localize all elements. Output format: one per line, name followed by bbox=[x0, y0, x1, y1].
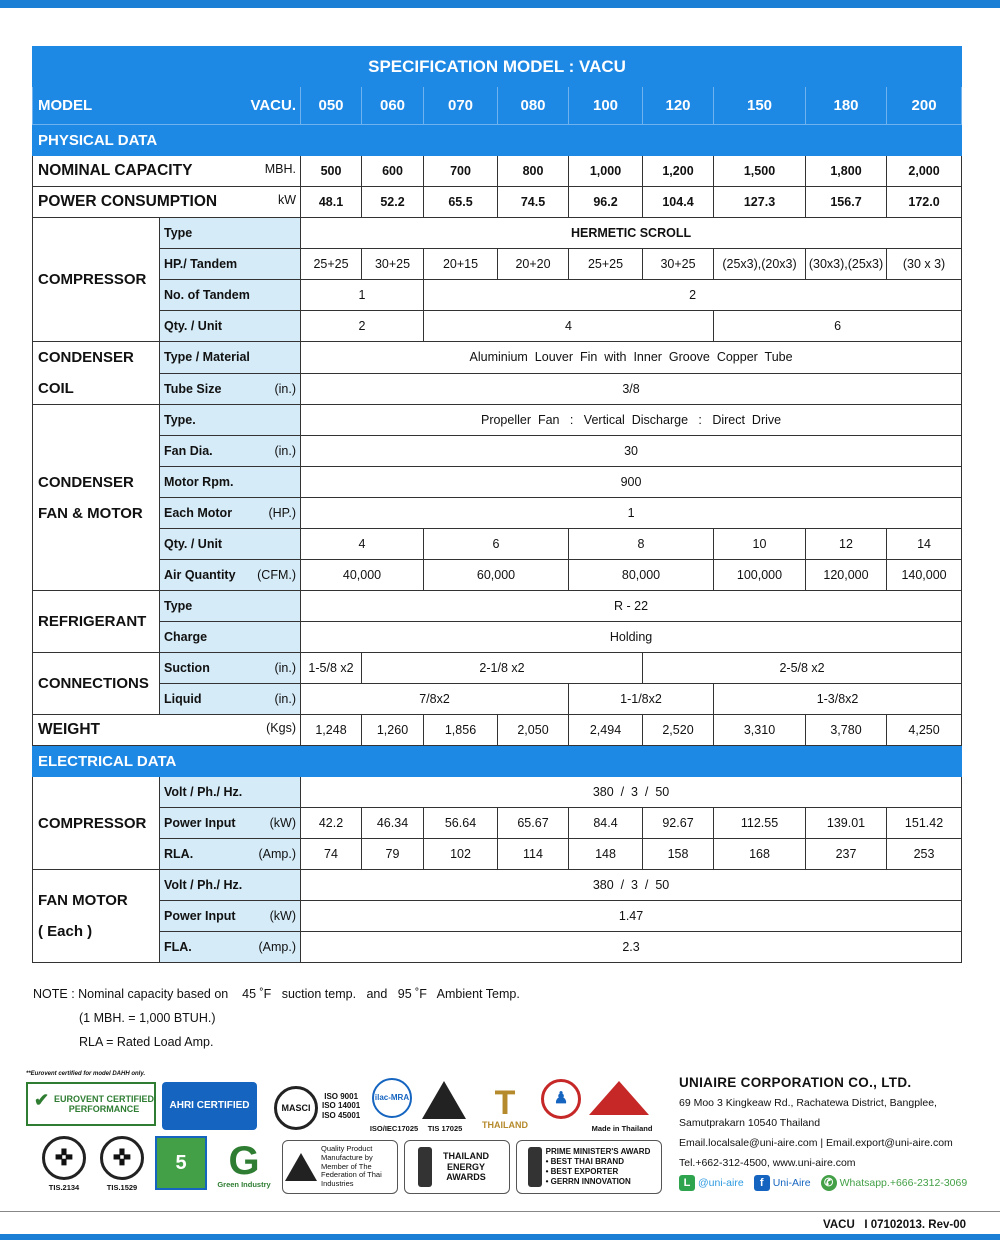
rla-value: 74 bbox=[301, 839, 362, 870]
model-code: 070 bbox=[424, 87, 498, 125]
model-code: 180 bbox=[806, 87, 887, 125]
rla-value: 102 bbox=[424, 839, 498, 870]
liquid-value: 7/8x2 bbox=[301, 684, 569, 715]
whatsapp-link[interactable]: ✆ Whatsapp.+666-2312-3069 bbox=[821, 1173, 968, 1193]
tandem-value: 2 bbox=[424, 280, 962, 311]
compressor-type-value: HERMETIC SCROLL bbox=[301, 218, 962, 249]
iso-logo: ISO 9001 ISO 14001 ISO 45001 bbox=[322, 1092, 361, 1120]
liquid-value: 1-3/8x2 bbox=[714, 684, 962, 715]
elec-power-value: 56.64 bbox=[424, 808, 498, 839]
air-quantity-value: 140,000 bbox=[887, 560, 962, 591]
nominal-value: 1,500 bbox=[714, 156, 806, 187]
hp-value: 20+15 bbox=[424, 249, 498, 280]
made-in-thailand-text: Made in Thailand bbox=[591, 1123, 653, 1133]
hp-value: (25x3),(20x3) bbox=[714, 249, 806, 280]
liquid-row bbox=[33, 684, 962, 715]
elec-power-value: 92.67 bbox=[643, 808, 714, 839]
rla-value: 237 bbox=[806, 839, 887, 870]
facebook-icon: f bbox=[754, 1175, 770, 1191]
tis2134-text: TIS.2134 bbox=[48, 1182, 80, 1192]
note-line: NOTE : Nominal capacity based on 45 ˚F suction temp. and 95 ˚F Ambient Temp. bbox=[33, 987, 520, 1001]
no-of-tandem-label: No. of Tandem bbox=[160, 280, 301, 311]
weight-value: 4,250 bbox=[887, 715, 962, 746]
thailand-trusted-logo: T THAILAND bbox=[482, 1083, 528, 1130]
elec-volt-label: Volt / Ph./ Hz. bbox=[160, 777, 301, 808]
energy-label-5-icon: 5 bbox=[155, 1136, 207, 1190]
elec-power-value: 65.67 bbox=[498, 808, 569, 839]
refrigerant-label: REFRIGERANT bbox=[33, 591, 160, 653]
tube-size-label: Tube Size (in.) bbox=[160, 373, 301, 405]
power-value: 52.2 bbox=[362, 187, 424, 218]
fan-motor-volt-label: Volt / Ph./ Hz. bbox=[160, 870, 301, 901]
compressor-qty-label: Qty. / Unit bbox=[160, 311, 301, 342]
rla-value: 114 bbox=[498, 839, 569, 870]
fla-row bbox=[33, 932, 962, 963]
iso17025-text: ISO/IEC17025 bbox=[369, 1123, 419, 1133]
hp-value: 20+20 bbox=[498, 249, 569, 280]
each-motor-row bbox=[33, 498, 962, 529]
nominal-value: 1,000 bbox=[569, 156, 643, 187]
document-revision: VACU I 07102013. Rev-00 bbox=[823, 1219, 966, 1231]
model-code: 200 bbox=[887, 87, 962, 125]
suction-row bbox=[33, 653, 962, 684]
compressor-label: COMPRESSOR bbox=[33, 218, 160, 342]
physical-section-row bbox=[33, 125, 962, 156]
person-icon: ♟ bbox=[541, 1079, 581, 1119]
nominal-value: 1,800 bbox=[806, 156, 887, 187]
weight-value: 1,248 bbox=[301, 715, 362, 746]
each-motor-value: 1 bbox=[301, 498, 962, 529]
rla-label: RLA. (Amp.) bbox=[160, 839, 301, 870]
social-links bbox=[679, 1173, 967, 1193]
model-code: 080 bbox=[498, 87, 569, 125]
air-quantity-value: 80,000 bbox=[569, 560, 714, 591]
nominal-value: 500 bbox=[301, 156, 362, 187]
fan-qty-value: 10 bbox=[714, 529, 806, 560]
masci-logo bbox=[272, 1084, 320, 1132]
power-value: 65.5 bbox=[424, 187, 498, 218]
suction-label: Suction (in.) bbox=[160, 653, 301, 684]
hp-value: 25+25 bbox=[569, 249, 643, 280]
facebook-link[interactable]: f Uni-Aire bbox=[754, 1173, 811, 1193]
fan-motor-volt-value: 380 / 3 / 50 bbox=[301, 870, 962, 901]
charge-row bbox=[33, 622, 962, 653]
tis1529-logo bbox=[98, 1134, 146, 1182]
compressor-qty-value: 4 bbox=[424, 311, 714, 342]
award-trophy-icon bbox=[528, 1147, 542, 1187]
nominal-value: 2,000 bbox=[887, 156, 962, 187]
air-quantity-value: 100,000 bbox=[714, 560, 806, 591]
suction-value: 2-1/8 x2 bbox=[362, 653, 643, 684]
electrical-data-header: ELECTRICAL DATA bbox=[33, 746, 962, 777]
weight-value: 1,856 bbox=[424, 715, 498, 746]
condenser-coil-label: CONDENSER COIL bbox=[33, 342, 160, 405]
motor-rpm-value: 900 bbox=[301, 467, 962, 498]
coil-type-label: Type / Material bbox=[160, 342, 301, 374]
fti-triangle-icon bbox=[285, 1153, 317, 1181]
fan-qty-value: 4 bbox=[301, 529, 424, 560]
fan-qty-value: 14 bbox=[887, 529, 962, 560]
elec-volt-row bbox=[33, 777, 962, 808]
elec-power-value: 151.42 bbox=[887, 808, 962, 839]
title-row bbox=[33, 47, 962, 87]
model-code: 150 bbox=[714, 87, 806, 125]
company-info bbox=[679, 1073, 967, 1193]
eurovent-logo: ✔ EUROVENT CERTIFIED PERFORMANCE bbox=[26, 1082, 156, 1126]
power-value: 96.2 bbox=[569, 187, 643, 218]
motor-rpm-row bbox=[33, 467, 962, 498]
company-address-1: 69 Moo 3 Kingkeaw Rd., Rachatewa District, Bangplee, bbox=[679, 1097, 937, 1109]
suction-value: 1-5/8 x2 bbox=[301, 653, 362, 684]
air-quantity-value: 120,000 bbox=[806, 560, 887, 591]
elec-power-value: 46.34 bbox=[362, 808, 424, 839]
physical-data-header: PHYSICAL DATA bbox=[33, 125, 962, 156]
air-quantity-label: Air Quantity (CFM.) bbox=[160, 560, 301, 591]
model-prefix: VACU. bbox=[250, 97, 296, 114]
nominal-value: 800 bbox=[498, 156, 569, 187]
weight-label: WEIGHT (Kgs) bbox=[33, 715, 301, 746]
tis17025-text: TIS 17025 bbox=[427, 1123, 463, 1133]
company-name: UNIAIRE CORPORATION CO., LTD. bbox=[679, 1075, 912, 1090]
tis-mark-icon: ✜ bbox=[100, 1136, 144, 1180]
weight-value: 2,520 bbox=[643, 715, 714, 746]
hp-value: 25+25 bbox=[301, 249, 362, 280]
refrigerant-type-value: R - 22 bbox=[301, 591, 962, 622]
fan-qty-value: 12 bbox=[806, 529, 887, 560]
fan-qty-label: Qty. / Unit bbox=[160, 529, 301, 560]
bottom-accent-bar bbox=[0, 1234, 1000, 1240]
temple-icon bbox=[422, 1081, 466, 1119]
model-code: 120 bbox=[643, 87, 714, 125]
weight-value: 3,780 bbox=[806, 715, 887, 746]
weight-value: 2,494 bbox=[569, 715, 643, 746]
thai-arch-icon bbox=[589, 1081, 649, 1115]
weight-value: 3,310 bbox=[714, 715, 806, 746]
power-consumption-label: POWER CONSUMPTION kW bbox=[33, 187, 301, 218]
tis2134-logo bbox=[40, 1134, 88, 1182]
hp-value: (30x3),(25x3) bbox=[806, 249, 887, 280]
hp-value: 30+25 bbox=[362, 249, 424, 280]
model-code: 100 bbox=[569, 87, 643, 125]
fan-motor-power-row bbox=[33, 901, 962, 932]
note-line: RLA = Rated Load Amp. bbox=[79, 1035, 214, 1049]
rla-value: 158 bbox=[643, 839, 714, 870]
connections-label: CONNECTIONS bbox=[33, 653, 160, 715]
made-in-thailand-logo bbox=[538, 1076, 584, 1122]
fan-type-value: Propeller Fan : Vertical Discharge : Direct Drive bbox=[301, 405, 962, 436]
elec-power-label: Power Input (kW) bbox=[160, 808, 301, 839]
model-code: 050 bbox=[301, 87, 362, 125]
electrical-section-row bbox=[33, 746, 962, 777]
fti-logo: Quality Product Manufacture by Member of The Federation of Thai Industries bbox=[282, 1140, 398, 1194]
suction-value: 2-5/8 x2 bbox=[643, 653, 962, 684]
each-motor-label: Each Motor (HP.) bbox=[160, 498, 301, 529]
power-consumption-row bbox=[33, 187, 962, 218]
power-value: 127.3 bbox=[714, 187, 806, 218]
power-value: 156.7 bbox=[806, 187, 887, 218]
company-address-2: Samutprakarn 10540 Thailand bbox=[679, 1117, 821, 1129]
refrigerant-type-row bbox=[33, 591, 962, 622]
thai-flag-logo bbox=[584, 1078, 654, 1118]
hp-tandem-label: HP./ Tandem bbox=[160, 249, 301, 280]
compressor-hp-row bbox=[33, 249, 962, 280]
top-accent-bar bbox=[0, 0, 1000, 8]
ilac-logo: ilac-MRA bbox=[372, 1078, 412, 1118]
nominal-capacity-label: NOMINAL CAPACITY MBH. bbox=[33, 156, 301, 187]
liquid-label: Liquid (in.) bbox=[160, 684, 301, 715]
notes bbox=[33, 982, 520, 1054]
elec-compressor-label: COMPRESSOR bbox=[33, 777, 160, 870]
eurovent-check-icon: ✔ bbox=[34, 1090, 50, 1110]
weight-value: 2,050 bbox=[498, 715, 569, 746]
company-email: Email.localsale@uni-aire.com | Email.export@uni-aire.com bbox=[679, 1137, 953, 1149]
note-line: (1 MBH. = 1,000 BTUH.) bbox=[79, 1011, 216, 1025]
tis17025-logo bbox=[420, 1076, 468, 1124]
whatsapp-icon: ✆ bbox=[821, 1175, 837, 1191]
fan-qty-value: 6 bbox=[424, 529, 569, 560]
fan-qty-row bbox=[33, 529, 962, 560]
coil-type-value: Aluminium Louver Fin with Inner Groove Copper Tube bbox=[301, 342, 962, 374]
motor-rpm-label: Motor Rpm. bbox=[160, 467, 301, 498]
fan-motor-power-label: Power Input (kW) bbox=[160, 901, 301, 932]
nominal-value: 1,200 bbox=[643, 156, 714, 187]
hp-value: 30+25 bbox=[643, 249, 714, 280]
thailand-energy-awards-logo: THAILAND ENERGY AWARDS bbox=[404, 1140, 510, 1194]
rla-value: 168 bbox=[714, 839, 806, 870]
elec-volt-value: 380 / 3 / 50 bbox=[301, 777, 962, 808]
specification-table bbox=[32, 46, 962, 963]
rla-row bbox=[33, 839, 962, 870]
prime-minister-award-logo: PRIME MINISTER'S AWARD • BEST THAI BRAND • BEST EXPORTER • GERRN INNOVATION bbox=[516, 1140, 662, 1194]
refrigerant-type-label: Type bbox=[160, 591, 301, 622]
tis1529-text: TIS.1529 bbox=[106, 1182, 138, 1192]
footer-divider bbox=[0, 1211, 1000, 1212]
coil-type-row bbox=[33, 342, 962, 374]
tube-size-value: 3/8 bbox=[301, 373, 962, 405]
nominal-capacity-row bbox=[33, 156, 962, 187]
thailand-t-icon: T bbox=[494, 1083, 516, 1122]
line-link[interactable]: L @uni-aire bbox=[679, 1173, 744, 1193]
fan-motor-volt-row bbox=[33, 870, 962, 901]
fan-motor-label: FAN MOTOR ( Each ) bbox=[33, 870, 160, 963]
hp-value: (30 x 3) bbox=[887, 249, 962, 280]
line-icon: L bbox=[679, 1175, 695, 1191]
ahri-logo: AHRI CERTIFIED bbox=[162, 1082, 257, 1130]
elec-power-value: 42.2 bbox=[301, 808, 362, 839]
fan-type-label: Type. bbox=[160, 405, 301, 436]
nominal-value: 700 bbox=[424, 156, 498, 187]
fan-dia-value: 30 bbox=[301, 436, 962, 467]
tandem-row bbox=[33, 280, 962, 311]
fan-type-row bbox=[33, 405, 962, 436]
tandem-value: 1 bbox=[301, 280, 424, 311]
power-value: 74.5 bbox=[498, 187, 569, 218]
compressor-type-label: Type bbox=[160, 218, 301, 249]
compressor-qty-value: 6 bbox=[714, 311, 962, 342]
fla-value: 2.3 bbox=[301, 932, 962, 963]
compressor-qty-value: 2 bbox=[301, 311, 424, 342]
liquid-value: 1-1/8x2 bbox=[569, 684, 714, 715]
model-row bbox=[33, 87, 962, 125]
compressor-qty-row bbox=[33, 311, 962, 342]
model-header bbox=[33, 87, 301, 125]
air-quantity-row bbox=[33, 560, 962, 591]
trophy-icon bbox=[418, 1147, 432, 1187]
masci-seal-icon: MASCI bbox=[274, 1086, 318, 1130]
fan-motor-power-value: 1.47 bbox=[301, 901, 962, 932]
weight-row bbox=[33, 715, 962, 746]
green-g-icon: G bbox=[228, 1139, 260, 1184]
elec-power-value: 139.01 bbox=[806, 808, 887, 839]
elec-power-value: 84.4 bbox=[569, 808, 643, 839]
model-code: 060 bbox=[362, 87, 424, 125]
eurovent-note: **Eurovent certified for model DAHH only. bbox=[26, 1071, 146, 1077]
model-label: MODEL bbox=[38, 97, 93, 114]
elec-power-value: 112.55 bbox=[714, 808, 806, 839]
rla-value: 79 bbox=[362, 839, 424, 870]
page-title: SPECIFICATION MODEL : VACU bbox=[33, 47, 962, 87]
elec-power-row bbox=[33, 808, 962, 839]
fla-label: FLA. (Amp.) bbox=[160, 932, 301, 963]
tube-size-row bbox=[33, 373, 962, 405]
rla-value: 148 bbox=[569, 839, 643, 870]
air-quantity-value: 40,000 bbox=[301, 560, 424, 591]
rla-value: 253 bbox=[887, 839, 962, 870]
power-value: 48.1 bbox=[301, 187, 362, 218]
power-value: 172.0 bbox=[887, 187, 962, 218]
fan-dia-row bbox=[33, 436, 962, 467]
charge-label: Charge bbox=[160, 622, 301, 653]
nominal-value: 600 bbox=[362, 156, 424, 187]
fan-dia-label: Fan Dia. (in.) bbox=[160, 436, 301, 467]
fan-qty-value: 8 bbox=[569, 529, 714, 560]
green-industry-logo: G Green Industry bbox=[217, 1139, 271, 1190]
condenser-fan-label: CONDENSER FAN & MOTOR bbox=[33, 405, 160, 591]
compressor-type-row bbox=[33, 218, 962, 249]
company-tel: Tel.+662-312-4500, www.uni-aire.com bbox=[679, 1157, 856, 1169]
power-value: 104.4 bbox=[643, 187, 714, 218]
weight-value: 1,260 bbox=[362, 715, 424, 746]
air-quantity-value: 60,000 bbox=[424, 560, 569, 591]
tis-mark-icon: ✜ bbox=[42, 1136, 86, 1180]
charge-value: Holding bbox=[301, 622, 962, 653]
